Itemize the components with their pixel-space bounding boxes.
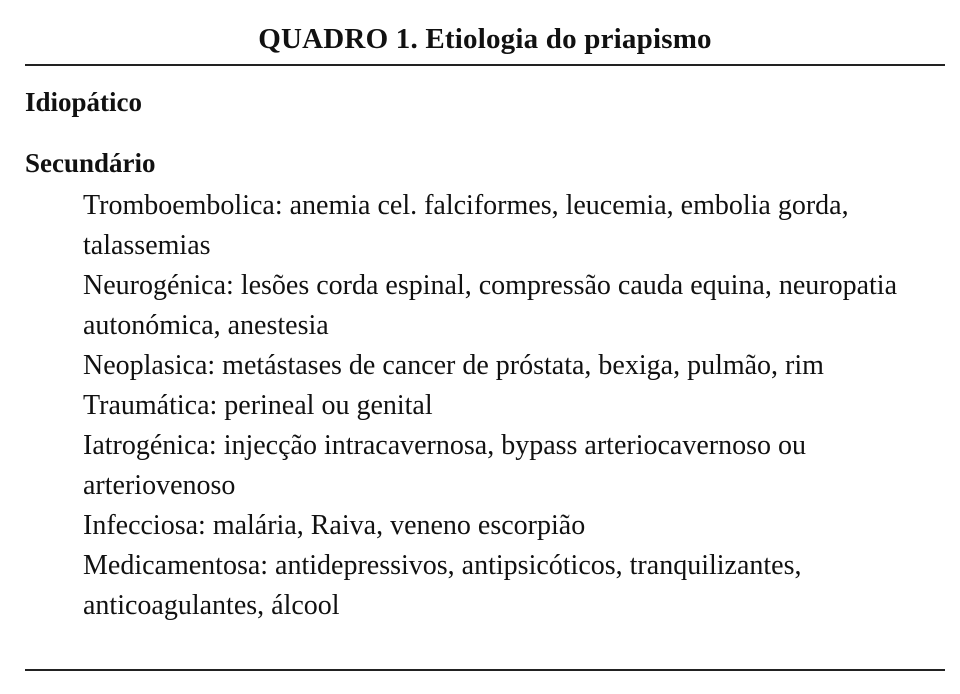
cause-medicamentosa: Medicamentosa: antidepressivos, antipsicóticos, tranquilizantes, anticoagulantes, álcool: [83, 550, 802, 621]
cause-iatrogenica: Iatrogénica: injecção intracavernosa, bypass arteriocavernoso ou arteriovenoso: [83, 430, 806, 501]
cause-neoplasica: Neoplasica: metástases de cancer de próstata, bexiga, pulmão, rim: [83, 350, 824, 381]
bottom-rule: [25, 669, 945, 671]
cause-tromboembolica: Tromboembolica: anemia cel. falciformes, leucemia, embolia gorda, talassemias: [83, 190, 849, 261]
secondary-causes-list: [83, 186, 945, 626]
top-rule: [25, 64, 945, 66]
cause-traumatica: Traumática: perineal ou genital: [83, 390, 433, 421]
section-heading-secundario: Secundário: [25, 148, 156, 178]
section-heading-idiopatico: Idiopático: [25, 87, 143, 117]
etiology-table: [25, 0, 945, 694]
table-title: QUADRO 1. Etiologia do priapismo: [258, 23, 712, 55]
cause-infecciosa: Infecciosa: malária, Raiva, veneno escorpião: [83, 510, 586, 541]
cause-neurogenica: Neurogénica: lesões corda espinal, compressão cauda equina, neuropatia autonómica, anestesia: [83, 270, 897, 341]
